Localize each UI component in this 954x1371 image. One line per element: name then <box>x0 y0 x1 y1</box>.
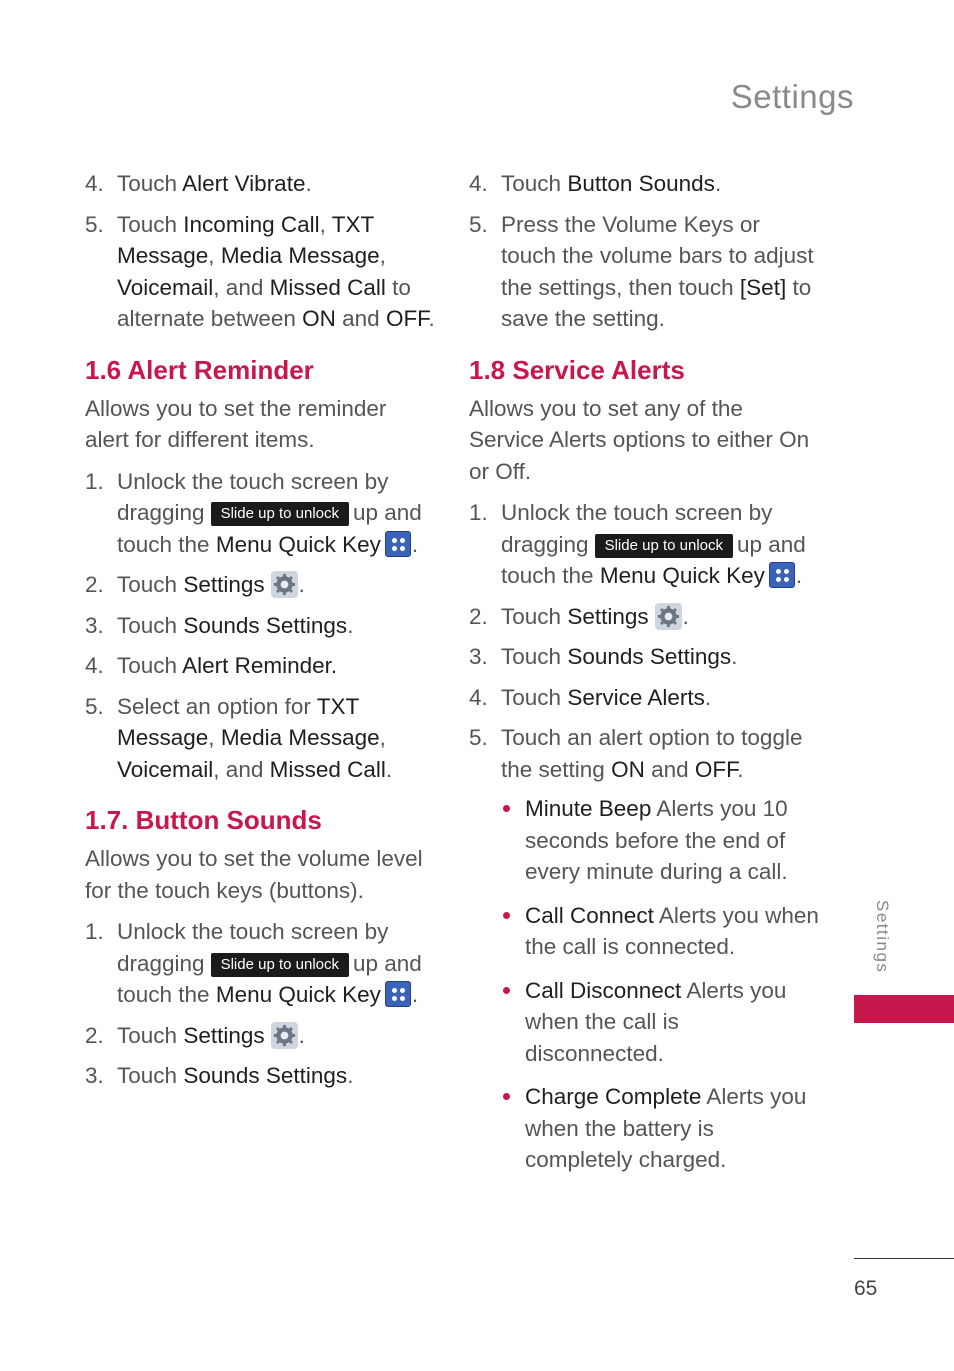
list-item: Charge Complete Alerts you when the battery is completely charged. <box>501 1081 819 1176</box>
side-tab-marker <box>854 995 954 1023</box>
step-item <box>85 209 435 335</box>
sounds-settings-label: Sounds Settings <box>183 1063 348 1088</box>
settings-label: Settings <box>183 1022 265 1048</box>
steps-list <box>469 168 819 335</box>
section-heading-service-alerts: 1.8 Service Alerts <box>469 354 685 385</box>
menu-quick-key-icon <box>385 981 411 1007</box>
right-column <box>469 168 819 1188</box>
emphasis-term: Missed Call <box>269 756 386 782</box>
step-item: 2. Touch Settings . <box>85 1020 435 1052</box>
step-item: 3. Touch Sounds Settings. <box>85 1060 435 1092</box>
step-number: 1. <box>85 919 104 944</box>
menu-quick-key-label: Menu Quick Key <box>215 982 381 1007</box>
step-number: 5. <box>85 211 104 237</box>
list-item: Minute Beep Alerts you 10 seconds before the end of every minute during a call. <box>501 793 819 888</box>
step-item <box>469 722 819 1176</box>
emphasis-term: OFF <box>694 756 738 782</box>
emphasis-term: Alert Vibrate <box>182 171 306 196</box>
step-item: 3. Touch Sounds Settings. <box>469 641 819 673</box>
sounds-settings-label: Sounds Settings <box>567 644 732 669</box>
step-item <box>469 209 819 335</box>
menu-quick-key-label: Menu Quick Key <box>599 563 765 588</box>
step-item: 4. Touch Alert Reminder. <box>85 650 435 682</box>
emphasis-term: Voicemail <box>117 274 214 300</box>
steps-list <box>85 466 435 786</box>
settings-gear-icon <box>655 603 682 630</box>
settings-gear-icon <box>271 1022 298 1049</box>
steps-list <box>469 497 819 1176</box>
emphasis-term: ON <box>302 306 336 331</box>
step-item <box>85 168 435 200</box>
section-heading-button-sounds: 1.7. Button Sounds <box>85 805 322 835</box>
menu-quick-key-icon <box>769 562 795 588</box>
step-text: Touch an alert option to toggle the setting ON and OFF. <box>501 725 803 782</box>
emphasis-term: ON <box>611 756 645 782</box>
bullet-term: Minute Beep <box>525 796 652 821</box>
emphasis-term: Incoming Call <box>183 211 320 237</box>
step-item: 2. Touch Settings . <box>469 601 819 633</box>
step-text: up and touch the <box>117 500 422 557</box>
footer-divider <box>854 1258 954 1259</box>
emphasis-term: TXT Message <box>117 693 359 750</box>
step-number: 2. <box>469 603 488 629</box>
emphasis-term: Media Message <box>220 725 380 750</box>
section-heading-alert-reminder: 1.6 Alert Reminder <box>85 354 314 385</box>
step-item <box>85 691 435 786</box>
bullet-term: Charge Complete <box>525 1084 702 1109</box>
step-number: 3. <box>85 1063 104 1088</box>
step-item: 1. Unlock the touch screen by dragging Slide up to unlock up and touch the Menu Quick Key . <box>85 916 435 1011</box>
step-item: 1. Unlock the touch screen by dragging Slide up to unlock up and touch the Menu Quick Key . <box>85 466 435 561</box>
menu-quick-key-label: Menu Quick Key <box>215 531 381 557</box>
step-number: 2. <box>85 572 104 597</box>
left-column <box>85 168 435 1101</box>
steps-list <box>85 916 435 1092</box>
list-item: Call Connect Alerts you when the call is connected. <box>501 900 819 963</box>
slide-to-unlock-graphic: Slide up to unlock <box>595 534 733 558</box>
step-number: 4. <box>469 684 488 710</box>
step-text: Press the Volume Keys or touch the volume bars to adjust the settings, then touch [Set] to save the setting. <box>501 211 814 331</box>
settings-gear-icon <box>271 571 298 598</box>
slide-to-unlock-graphic: Slide up to unlock <box>211 502 349 526</box>
step-number: 4. <box>85 653 104 678</box>
step-item: 2. Touch Settings . <box>85 569 435 601</box>
step-number: 1. <box>85 468 104 494</box>
step-text: Unlock the touch screen by dragging <box>117 468 389 525</box>
step-number: 2. <box>85 1022 104 1048</box>
page-section-title: Settings <box>730 78 854 115</box>
service-alerts-label: Service Alerts <box>567 684 705 710</box>
alert-options-list <box>501 793 819 1176</box>
sounds-settings-label: Sounds Settings <box>183 612 348 638</box>
step-number: 4. <box>469 171 488 196</box>
step-number: 1. <box>469 500 488 525</box>
step-number: 4. <box>85 171 104 196</box>
step-number: 5. <box>469 211 488 237</box>
side-tab-label: Settings <box>873 900 892 974</box>
step-text: Touch Incoming Call, TXT Message, Media Message, Voicemail, and Missed Call to alternate between ON and OFF. <box>117 211 435 331</box>
menu-quick-key-icon <box>385 531 411 557</box>
step-item: 4. Touch Service Alerts. <box>469 682 819 714</box>
list-item: Call Disconnect Alerts you when the call is disconnected. <box>501 975 819 1070</box>
emphasis-term: [Set] <box>739 274 787 300</box>
step-item: 1. Unlock the touch screen by dragging Slide up to unlock up and touch the Menu Quick Key . <box>469 497 819 592</box>
emphasis-term: Voicemail <box>117 756 214 782</box>
alert-reminder-label: Alert Reminder. <box>182 653 338 678</box>
bullet-term: Call Disconnect <box>525 977 682 1003</box>
button-sounds-label: Button Sounds <box>567 171 715 196</box>
slide-to-unlock-graphic: Slide up to unlock <box>211 953 349 977</box>
step-number: 3. <box>85 612 104 638</box>
step-number: 5. <box>469 725 488 750</box>
emphasis-term: TXT Message <box>117 211 374 268</box>
emphasis-term: OFF <box>385 306 429 331</box>
step-item: 3. Touch Sounds Settings. <box>85 610 435 642</box>
step-text: Select an option for TXT Message, Media Message, Voicemail, and Missed Call. <box>117 693 393 782</box>
page-number: 65 <box>854 1277 878 1300</box>
step-item: 4. Touch Button Sounds. <box>469 168 819 200</box>
emphasis-term: Missed Call <box>269 274 386 300</box>
step-text: Touch <box>117 572 178 597</box>
step-number: 3. <box>469 644 488 669</box>
step-number: 5. <box>85 693 104 719</box>
bullet-term: Call Connect <box>525 902 654 928</box>
settings-label: Settings <box>567 603 649 629</box>
settings-label: Settings <box>183 572 265 597</box>
step-text: Touch Alert Vibrate. <box>117 171 312 196</box>
section-description: Allows you to set the reminder alert for different items. <box>85 395 387 452</box>
steps-list <box>85 168 435 335</box>
emphasis-term: Media Message <box>220 243 380 268</box>
section-description: Allows you to set the volume level for the touch keys (buttons). <box>85 846 423 903</box>
section-description: Allows you to set any of the Service Alerts options to either On or Off. <box>469 395 810 484</box>
